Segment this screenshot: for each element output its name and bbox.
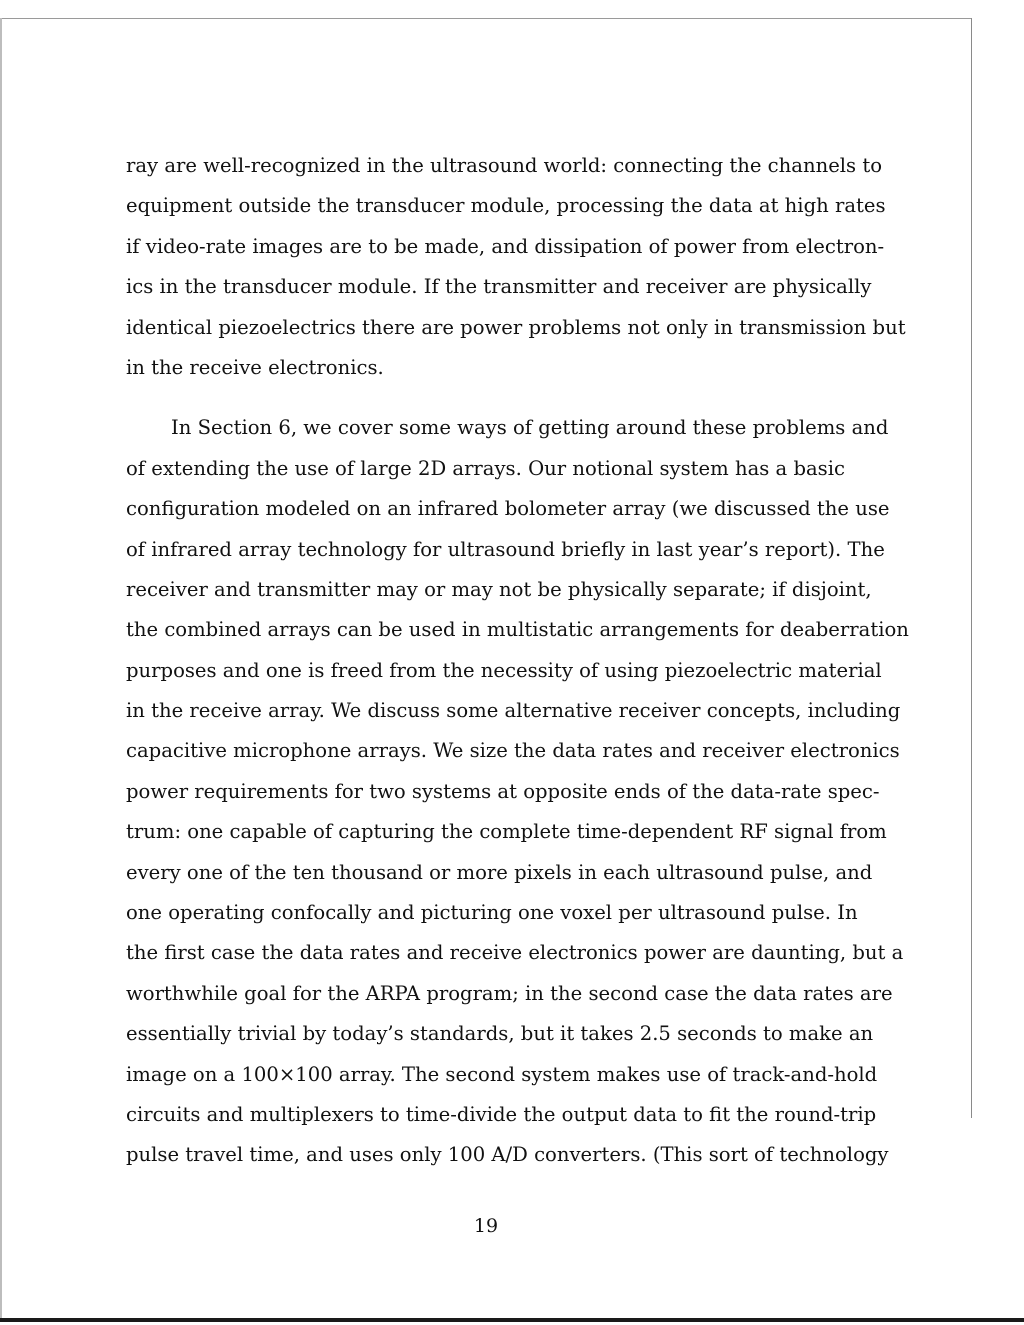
paragraph-1 bbox=[126, 146, 906, 388]
text-line: receiver and transmitter may or may not be physically separate; if disjoint, bbox=[126, 577, 872, 601]
text-line: ics in the transducer module. If the transmitter and receiver are physically bbox=[126, 275, 872, 299]
scan-border-top bbox=[0, 18, 972, 19]
text-line: one operating confocally and picturing one voxel per ultrasound pulse. In bbox=[126, 901, 858, 925]
text-line: in the receive array. We discuss some alternative receiver concepts, including bbox=[126, 699, 901, 723]
text-line: equipment outside the transducer module, processing the data at high rates bbox=[126, 194, 886, 218]
text-line: in the receive electronics. bbox=[126, 355, 384, 379]
text-line: pulse travel time, and uses only 100 A/D converters. (This sort of technology bbox=[126, 1143, 889, 1167]
text-line: power requirements for two systems at opposite ends of the data-rate spec- bbox=[126, 779, 880, 803]
text-line: identical piezoelectrics there are power problems not only in transmission but bbox=[126, 315, 906, 339]
text-line: the first case the data rates and receive electronics power are daunting, but a bbox=[126, 941, 904, 965]
paragraph-gap bbox=[126, 388, 776, 408]
text-line: of infrared array technology for ultrasound briefly in last year’s report). The bbox=[126, 537, 885, 561]
text-line: trum: one capable of capturing the complete time-dependent RF signal from bbox=[126, 820, 887, 844]
text-line: image on a 100×100 array. The second system makes use of track-and-hold bbox=[126, 1062, 878, 1086]
page-number: 19 bbox=[473, 1215, 499, 1237]
scan-border-left bbox=[0, 18, 2, 1318]
text-line: configuration modeled on an infrared bolometer array (we discussed the use bbox=[126, 497, 890, 521]
text-line: ray are well-recognized in the ultrasound world: connecting the channels to bbox=[126, 154, 883, 177]
text-line: the combined arrays can be used in multistatic arrangements for deaberration bbox=[126, 618, 909, 642]
text-line: of extending the use of large 2D arrays. Our notional system has a basic bbox=[126, 456, 845, 480]
text-line: circuits and multiplexers to time-divide the output data to fit the round-trip bbox=[126, 1102, 877, 1126]
text-line: purposes and one is freed from the necessity of using piezoelectric material bbox=[126, 658, 882, 682]
text-line: capacitive microphone arrays. We size the data rates and receiver electronics bbox=[126, 739, 900, 763]
scan-border-bottom bbox=[0, 1318, 1024, 1322]
text-line: worthwhile goal for the ARPA program; in the second case the data rates are bbox=[126, 981, 893, 1005]
text-line: essentially trivial by today’s standards, but it takes 2.5 seconds to make an bbox=[126, 1022, 874, 1046]
page-body bbox=[126, 146, 909, 1176]
text-line: In Section 6, we cover some ways of getting around these problems and bbox=[171, 416, 889, 440]
scan-border-right bbox=[971, 18, 972, 1118]
text-line: every one of the ten thousand or more pixels in each ultrasound pulse, and bbox=[126, 860, 873, 884]
paragraph-2 bbox=[126, 408, 909, 1175]
text-line: if video-rate images are to be made, and dissipation of power from electron- bbox=[126, 234, 885, 258]
